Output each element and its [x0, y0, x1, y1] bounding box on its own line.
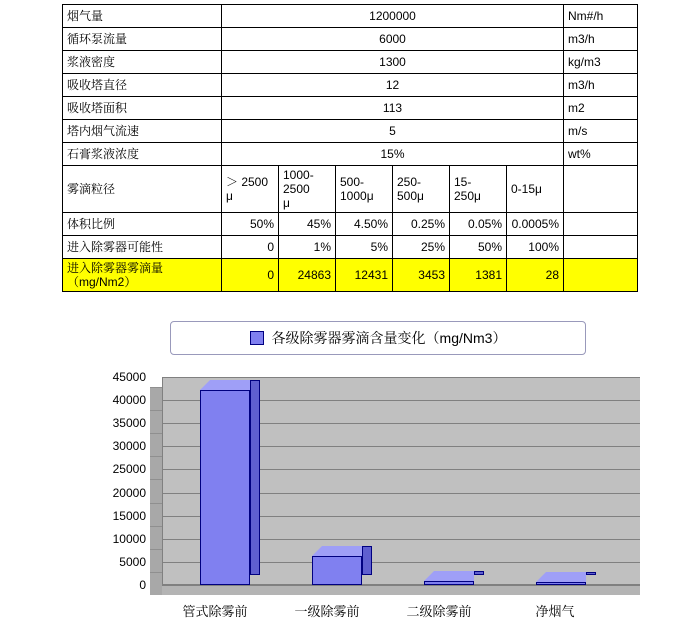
row-label [63, 259, 222, 292]
bar-top-face [424, 571, 474, 581]
droplet-bin-1 [222, 166, 279, 213]
gridline-side [150, 410, 162, 411]
row-unit: m/s [564, 120, 638, 143]
table-row [63, 5, 638, 28]
gridline-side [150, 503, 162, 504]
droplet-size-header-row [63, 166, 638, 213]
cell-value: 1% [279, 236, 336, 259]
row-label-line1: 进入除雾器雾滴量 [67, 261, 164, 275]
bar-front-face [312, 556, 362, 585]
row-unit [564, 259, 638, 292]
cell-value: 50% [222, 213, 279, 236]
y-tick-label: 20000 [112, 485, 146, 500]
droplet-bin-3-line1: 500- [340, 175, 365, 189]
cell-value: 100% [507, 236, 564, 259]
y-tick-label: 40000 [112, 393, 146, 408]
plot-area [112, 370, 640, 595]
y-tick-label: 35000 [112, 416, 146, 431]
droplet-size-unit [564, 166, 638, 213]
bar-top-face [536, 572, 586, 582]
droplet-bin-3-line2: 1000μ [340, 189, 374, 203]
cell-value: 3453 [393, 259, 450, 292]
droplet-bin-3 [336, 166, 393, 213]
y-tick-label: 25000 [112, 462, 146, 477]
x-tick-label-2: 一级除雾前 [294, 604, 360, 619]
parameters-table [62, 4, 638, 292]
chart-legend [170, 321, 586, 355]
droplet-bin-1-line1: ＞ 2500 [226, 175, 269, 189]
cell-value: 0 [222, 236, 279, 259]
bar-top-face [200, 380, 250, 390]
row-unit: m3/h [564, 28, 638, 51]
droplet-bin-5 [450, 166, 507, 213]
gridline-side [150, 526, 162, 527]
cell-value: 24863 [279, 259, 336, 292]
y-tick-label: 30000 [112, 439, 146, 454]
y-tick-label: 10000 [112, 531, 146, 546]
entry-probability-row [63, 236, 638, 259]
row-label: 石膏浆液浓度 [63, 143, 222, 166]
row-label: 循环泵流量 [63, 28, 222, 51]
cell-value: 25% [393, 236, 450, 259]
droplet-load-row [63, 259, 638, 292]
bar-side-face [250, 380, 260, 575]
gridline [162, 585, 640, 586]
cell-value: 0 [222, 259, 279, 292]
row-value: 5 [222, 120, 564, 143]
table-row [63, 74, 638, 97]
y-tick-label: 5000 [119, 554, 146, 569]
bar-yiji-chuwuqian[interactable] [312, 556, 362, 585]
table-row [63, 51, 638, 74]
droplet-bin-1-line2: μ [226, 189, 233, 203]
droplet-bin-2-line1: 1000- 2500 [283, 168, 314, 196]
y-tick-label: 45000 [112, 370, 146, 384]
cell-value: 45% [279, 213, 336, 236]
bar-front-face [424, 581, 474, 585]
bar-front-face [200, 390, 250, 585]
bar-side-face [586, 572, 596, 575]
bar-chart [0, 315, 700, 641]
row-value: 1200000 [222, 5, 564, 28]
x-tick-label-1: 管式除雾前 [182, 604, 248, 619]
row-unit: m3/h [564, 74, 638, 97]
legend-entry-label: 各级除雾器雾滴含量变化（mg/Nm3） [271, 330, 507, 346]
row-unit: m2 [564, 97, 638, 120]
bar-managshi-chuwuqian[interactable] [200, 390, 250, 585]
row-value: 1300 [222, 51, 564, 74]
cell-value: 12431 [336, 259, 393, 292]
row-unit: wt% [564, 143, 638, 166]
row-unit: Nm#/h [564, 5, 638, 28]
droplet-bin-2-line2: μ [283, 196, 290, 210]
bar-side-face [474, 571, 484, 575]
bar-top-face [312, 546, 362, 556]
bar-front-face [536, 582, 586, 585]
row-label: 吸收塔面积 [63, 97, 222, 120]
droplet-bin-4 [393, 166, 450, 213]
droplet-bin-4-line1: 250- [397, 175, 422, 189]
droplet-bin-5-line2: 250μ [454, 189, 481, 203]
table-row [63, 120, 638, 143]
volume-ratio-row [63, 213, 638, 236]
plot-side-wall [150, 387, 162, 595]
gridline-side [150, 549, 162, 550]
row-unit: kg/m3 [564, 51, 638, 74]
cell-value: 0.25% [393, 213, 450, 236]
row-label: 浆液密度 [63, 51, 222, 74]
droplet-bin-6 [507, 166, 564, 213]
row-unit [564, 236, 638, 259]
droplet-bin-4-line2: 500μ [397, 189, 424, 203]
gridline-side [150, 387, 162, 388]
y-tick-label: 15000 [112, 508, 146, 523]
cell-value: 4.50% [336, 213, 393, 236]
droplet-bin-2 [279, 166, 336, 213]
x-tick-label-4: 净烟气 [535, 604, 575, 619]
droplet-bin-6-line1: 0-15μ [511, 182, 542, 196]
row-label: 体积比例 [63, 213, 222, 236]
bar-series [162, 377, 640, 585]
row-label: 进入除雾器可能性 [63, 236, 222, 259]
parameters-table-container [62, 4, 638, 292]
y-tick-label: 0 [139, 577, 146, 592]
droplet-size-label: 雾滴粒径 [63, 166, 222, 213]
row-value: 12 [222, 74, 564, 97]
row-value: 113 [222, 97, 564, 120]
row-unit [564, 213, 638, 236]
cell-value: 28 [507, 259, 564, 292]
cell-value: 0.0005% [507, 213, 564, 236]
x-axis-labels [150, 601, 640, 625]
table-row [63, 28, 638, 51]
cell-value: 50% [450, 236, 507, 259]
row-value: 6000 [222, 28, 564, 51]
cell-value: 5% [336, 236, 393, 259]
table-row [63, 143, 638, 166]
bar-side-face [362, 546, 372, 575]
x-tick-label-3: 二级除雾前 [406, 604, 472, 619]
bar-jingyanqi[interactable] [536, 582, 586, 585]
row-label: 烟气量 [63, 5, 222, 28]
cell-value: 0.05% [450, 213, 507, 236]
gridline-side [150, 433, 162, 434]
row-label: 吸收塔直径 [63, 74, 222, 97]
cell-value: 1381 [450, 259, 507, 292]
gridline-side [150, 456, 162, 457]
legend-swatch-icon [250, 331, 264, 345]
gridline-side [150, 479, 162, 480]
gridline-side [150, 572, 162, 573]
droplet-bin-5-line1: 15- [454, 175, 472, 189]
row-value: 15% [222, 143, 564, 166]
row-label: 塔内烟气流速 [63, 120, 222, 143]
row-label-line2: （mg/Nm2） [67, 275, 137, 289]
table-row [63, 97, 638, 120]
bar-erji-chuwuqian[interactable] [424, 581, 474, 585]
